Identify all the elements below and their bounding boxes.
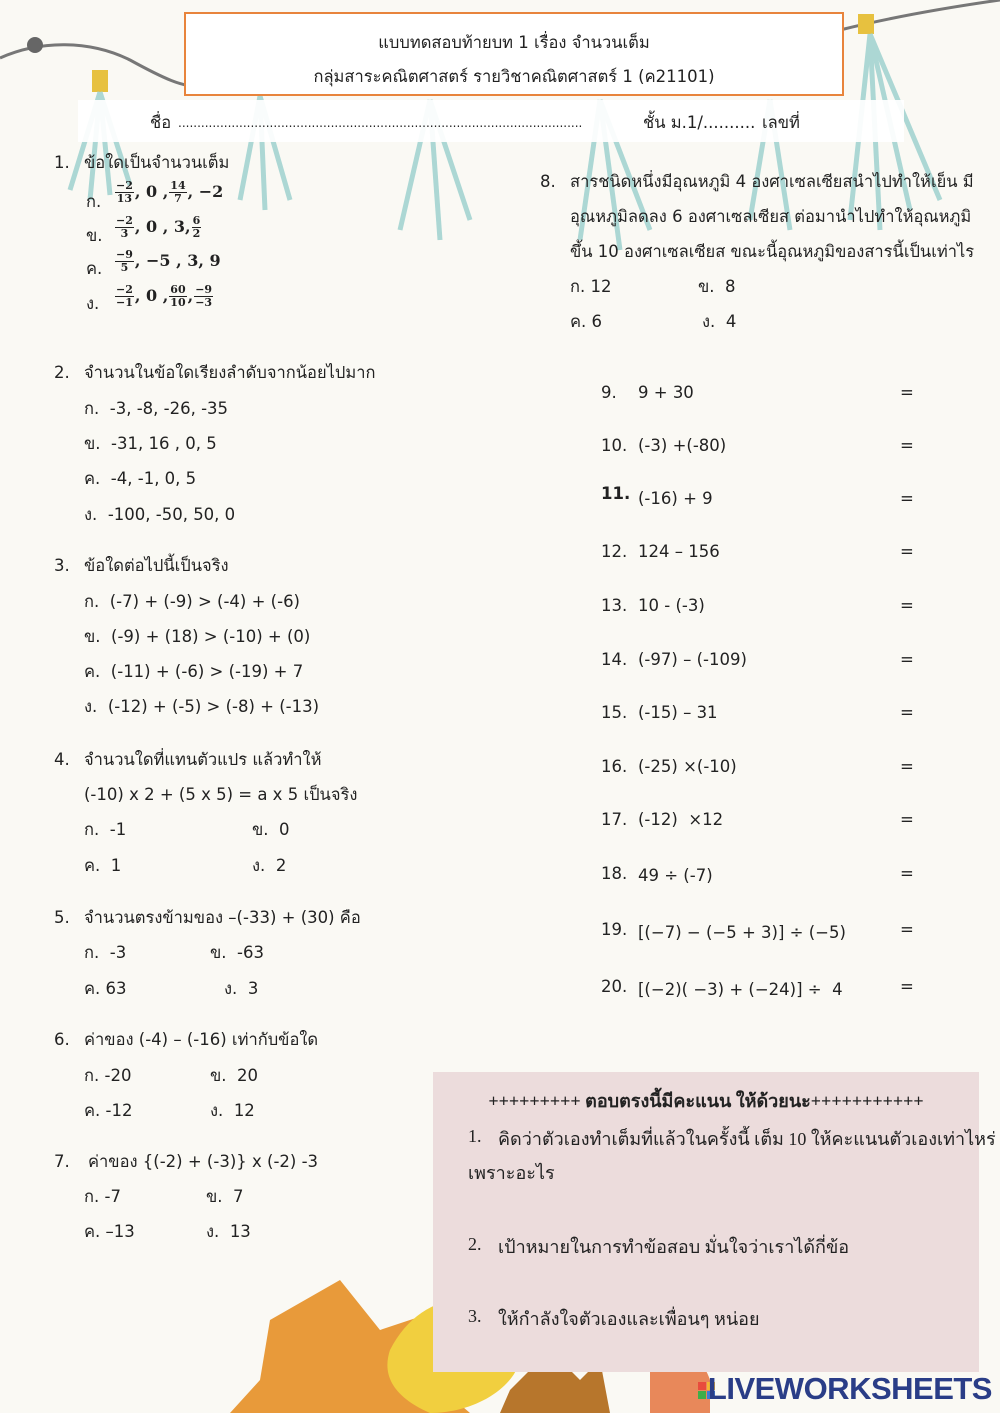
calc-number: 20. (601, 977, 628, 996)
fraction: $\frac{6}{2}$ (192, 214, 201, 240)
fraction: $\frac{-9}{5}$ (116, 248, 133, 274)
q8-question-line2: อุณหภูมิลดลง 6 องศาเซลเซียส ต่อมานำไปทำให้อุณหภูมิ (570, 207, 972, 226)
bonus-q2-text: เป้าหมายในการทำข้อสอบ มั่นใจว่าเราได้กี่ข้อ (498, 1237, 850, 1257)
q1-question: ข้อใดเป็นจำนวนเต็ม (84, 153, 230, 172)
calc-number: 13. (601, 596, 628, 615)
q6-question: ค่าของ (-4) – (-16) เท่ากับข้อใด (84, 1030, 319, 1049)
q8-option[interactable]: ค. 6 (570, 312, 603, 331)
calc-answer-field[interactable]: = (900, 920, 914, 939)
calc-answer-field[interactable]: = (900, 757, 914, 776)
calc-expression: (-97) – (-109) (638, 650, 747, 669)
liveworksheets-logo[interactable]: LIVEWORKSHEETS (707, 1371, 992, 1406)
calc-answer-field[interactable]: = (900, 864, 914, 883)
calc-number: 19. (601, 920, 628, 939)
class-field[interactable]: ชั้น ม.1/.......... (643, 113, 756, 132)
calc-number: 14. (601, 650, 628, 669)
q6-number: 6. (54, 1030, 70, 1049)
fraction: $\frac{14}{7}$ (170, 179, 186, 205)
q8-option[interactable]: ก. 12 (570, 277, 612, 296)
subject-title: กลุ่มสาระคณิตศาสตร์ รายวิชาคณิตศาสตร์ 1 (ค21101) (313, 67, 715, 86)
bonus-q2-number: 2. (468, 1234, 482, 1254)
q5-question: จำนวนตรงข้ามของ –(-33) + (30) คือ (84, 908, 361, 927)
calc-expression: (-12) ×12 (638, 810, 724, 829)
q5-option[interactable]: ก. -3 (84, 943, 127, 962)
q7-option[interactable]: ง. 13 (206, 1222, 251, 1241)
bonus-q1-text: คิดว่าตัวเองทำเต็มที่แล้วในครั้งนี้ เต็ม 10 ให้คะแนนตัวเองเท่าไหร่ (498, 1129, 996, 1149)
calc-answer-field[interactable]: = (900, 436, 914, 455)
calc-answer-field[interactable]: = (900, 383, 914, 402)
fraction: $\frac{-2}{-1}$ (116, 283, 133, 309)
q5-option[interactable]: ง. 3 (224, 979, 259, 998)
q8-question-line1: สารชนิดหนึ่งมีอุณหภูมิ 4 องศาเซลเซียสนำไปทำให้เย็น มี (570, 172, 974, 191)
calc-expression: (-16) + 9 (638, 489, 713, 508)
bonus-q3-number: 3. (468, 1306, 482, 1326)
calc-answer-field[interactable]: = (900, 542, 914, 561)
calc-expression: 124 – 156 (638, 542, 720, 561)
student-number-field[interactable]: เลขที่ (762, 113, 800, 132)
q2-question: จำนวนในข้อใดเรียงลำดับจากน้อยไปมาก (84, 363, 376, 382)
q7-number: 7. (54, 1152, 70, 1171)
calc-number: 17. (601, 810, 628, 829)
q4-option[interactable]: ข. 0 (252, 820, 290, 839)
calc-number: 9. (601, 383, 617, 402)
calc-number: 10. (601, 436, 628, 455)
q8-option[interactable]: ง. 4 (702, 312, 737, 331)
q8-option[interactable]: ข. 8 (698, 277, 736, 296)
q3-question: ข้อใดต่อไปนี้เป็นจริง (84, 556, 229, 575)
q1-number: 1. (54, 153, 70, 172)
q2-option[interactable]: ค. -4, -1, 0, 5 (84, 469, 197, 488)
q2-option[interactable]: ง. -100, -50, 50, 0 (84, 505, 236, 524)
bonus-q1-text-line2: เพราะอะไร (468, 1163, 555, 1183)
q1-option-c-label[interactable]: ค. (86, 259, 103, 278)
q5-option[interactable]: ค. 63 (84, 979, 127, 998)
calc-number: 16. (601, 757, 628, 776)
q4-question-line2: (-10) x 2 + (5 x 5) = a x 5 เป็นจริง (84, 785, 358, 804)
q4-option[interactable]: ค. 1 (84, 856, 122, 875)
q5-number: 5. (54, 908, 70, 927)
bonus-q3-text: ให้กำลังใจตัวเองและเพื่อนๆ หน่อย (498, 1309, 760, 1329)
calc-expression: 9 + 30 (638, 383, 694, 402)
q8-question-line3: ขึ้น 10 องศาเซลเซียส ขณะนี้อุณหภูมิของสารนี้เป็นเท่าไร (570, 242, 975, 261)
calc-answer-field[interactable]: = (900, 703, 914, 722)
q2-number: 2. (54, 363, 70, 382)
q7-question: ค่าของ {(-2) + (-3)} x (-2) -3 (88, 1152, 319, 1171)
calc-number: 11. (601, 484, 631, 503)
name-label: ชื่อ (150, 113, 172, 132)
q3-option[interactable]: ค. (-11) + (-6) > (-19) + 7 (84, 662, 304, 681)
calc-expression: (-15) – 31 (638, 703, 718, 722)
q7-option[interactable]: ข. 7 (206, 1187, 244, 1206)
q1-option-d-label[interactable]: ง. (86, 294, 100, 313)
calc-answer-field[interactable]: = (900, 596, 914, 615)
q2-option[interactable]: ก. -3, -8, -26, -35 (84, 399, 229, 418)
calc-expression: (-25) ×(-10) (638, 757, 737, 776)
calc-expression: [(−7) − (−5 + 3)] ÷ (−5) (638, 923, 846, 942)
name-field[interactable]: .......................................................................................................... (178, 116, 583, 130)
calc-number: 12. (601, 542, 628, 561)
q1-option-b[interactable]: $\frac{-2}{3}$ , 0 , 3, $\frac{6}{2}$ (116, 214, 201, 240)
calc-expression: 10 - (-3) (638, 596, 705, 615)
calc-answer-field[interactable]: = (900, 650, 914, 669)
q2-option[interactable]: ข. -31, 16 , 0, 5 (84, 434, 217, 453)
q1-option-d[interactable]: $\frac{-2}{-1}$ , 0 , $\frac{60}{10}$ , $\frac{-9}{-3}$ (116, 283, 213, 309)
q3-option[interactable]: ง. (-12) + (-5) > (-8) + (-13) (84, 697, 320, 716)
calc-number: 15. (601, 703, 628, 722)
q4-option[interactable]: ง. 2 (252, 856, 287, 875)
calc-answer-field[interactable]: = (900, 489, 914, 508)
q6-option[interactable]: ข. 20 (210, 1066, 259, 1085)
q6-option[interactable]: ค. -12 (84, 1101, 133, 1120)
q4-number: 4. (54, 750, 70, 769)
q6-option[interactable]: ก. -20 (84, 1066, 132, 1085)
fraction: $\frac{-2}{3}$ (116, 214, 133, 240)
q1-option-b-label[interactable]: ข. (86, 226, 103, 245)
calc-answer-field[interactable]: = (900, 977, 914, 996)
bonus-heading: +++++++++ ตอบตรงนี้มีคะแนน ให้ด้วยนะ+++++++++++ (488, 1091, 924, 1111)
q3-option[interactable]: ข. (-9) + (18) > (-10) + (0) (84, 627, 311, 646)
calc-expression: (-3) +(-80) (638, 436, 727, 455)
title-box (184, 12, 844, 96)
q8-number: 8. (540, 172, 556, 191)
calc-expression: 49 ÷ (-7) (638, 866, 713, 885)
q1-option-a[interactable]: $\frac{-2}{13}$ , 0 , $\frac{14}{7}$ , −2 (116, 179, 224, 205)
calc-number: 18. (601, 864, 628, 883)
calc-answer-field[interactable]: = (900, 810, 914, 829)
bonus-q1-number: 1. (468, 1126, 482, 1146)
q4-question: จำนวนใดที่แทนตัวแปร แล้วทำให้ (84, 750, 322, 769)
q5-option[interactable]: ข. -63 (210, 943, 264, 962)
q3-number: 3. (54, 556, 70, 575)
q3-option[interactable]: ก. (-7) + (-9) > (-4) + (-6) (84, 592, 300, 611)
fraction: $\frac{-9}{-3}$ (195, 283, 213, 309)
q4-option[interactable]: ก. -1 (84, 820, 127, 839)
q6-option[interactable]: ง. 12 (210, 1101, 255, 1120)
q1-option-c[interactable]: $\frac{-9}{5}$ , −5 , 3, 9 (116, 248, 221, 274)
q7-option[interactable]: ค. –13 (84, 1222, 135, 1241)
fraction: $\frac{60}{10}$ (170, 283, 186, 309)
fraction: $\frac{-2}{13}$ (116, 179, 133, 205)
q1-option-a-label[interactable]: ก. (86, 192, 102, 211)
q7-option[interactable]: ก. -7 (84, 1187, 121, 1206)
test-title: แบบทดสอบท้ายบท 1 เรื่อง จำนวนเต็ม (378, 33, 650, 52)
calc-expression: [(−2)( −3) + (−24)] ÷ 4 (638, 980, 843, 999)
